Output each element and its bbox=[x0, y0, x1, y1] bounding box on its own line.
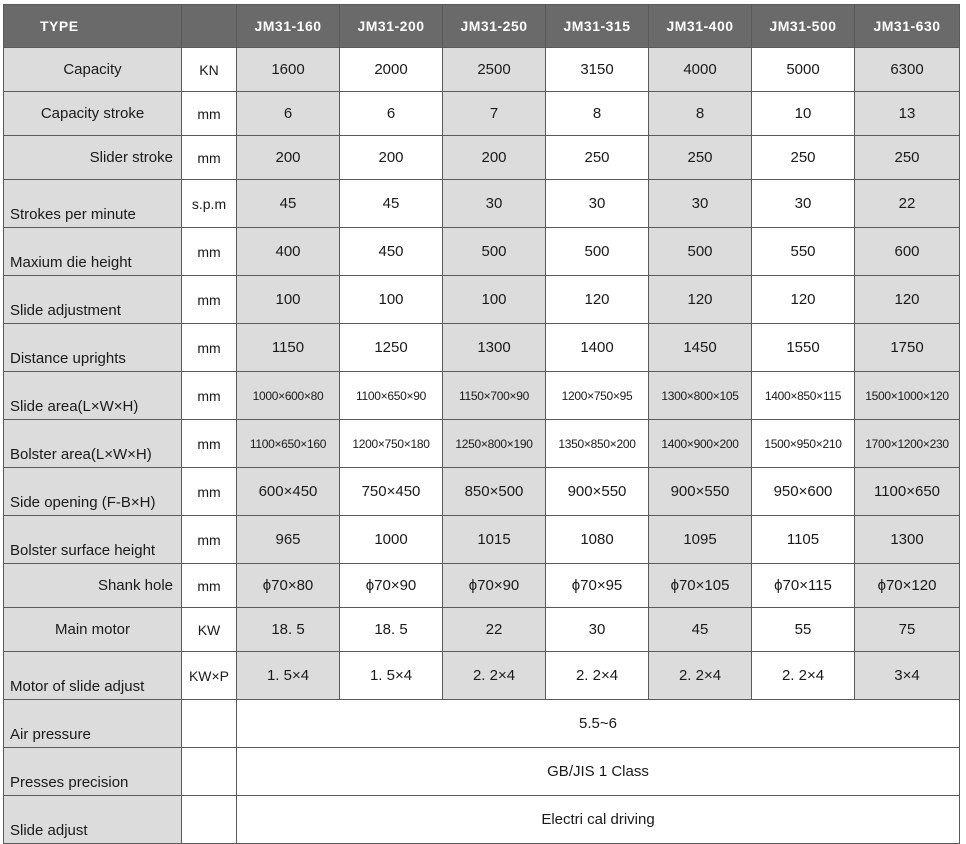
value-cell: 1100×650×160 bbox=[237, 420, 340, 468]
value-cell: 100 bbox=[237, 276, 340, 324]
row-unit: mm bbox=[182, 372, 237, 420]
value-cell: 4000 bbox=[649, 48, 752, 92]
value-cell: 600 bbox=[855, 228, 960, 276]
value-cell: 13 bbox=[855, 92, 960, 136]
row-unit: KW bbox=[182, 608, 237, 652]
row-label: Shank hole bbox=[4, 564, 182, 608]
value-cell: 120 bbox=[649, 276, 752, 324]
value-cell: 965 bbox=[237, 516, 340, 564]
span-value-cell: Electri cal driving bbox=[237, 796, 960, 844]
value-cell: 1600 bbox=[237, 48, 340, 92]
table-row bbox=[4, 48, 960, 92]
value-cell: ϕ70×90 bbox=[443, 564, 546, 608]
model-header: JM31-630 bbox=[855, 5, 960, 48]
row-label: Air pressure bbox=[4, 700, 182, 748]
value-cell: 1500×950×210 bbox=[752, 420, 855, 468]
value-cell: 6300 bbox=[855, 48, 960, 92]
value-cell: 500 bbox=[443, 228, 546, 276]
value-cell: 18. 5 bbox=[237, 608, 340, 652]
value-cell: 1400×900×200 bbox=[649, 420, 752, 468]
table-row bbox=[4, 608, 960, 652]
value-cell: 30 bbox=[443, 180, 546, 228]
value-cell: 1250×800×190 bbox=[443, 420, 546, 468]
row-unit: mm bbox=[182, 564, 237, 608]
value-cell: 55 bbox=[752, 608, 855, 652]
value-cell: 100 bbox=[443, 276, 546, 324]
row-label: Motor of slide adjust bbox=[4, 652, 182, 700]
value-cell: 1100×650×90 bbox=[340, 372, 443, 420]
table-row bbox=[4, 516, 960, 564]
table-row bbox=[4, 420, 960, 468]
row-unit: s.p.m bbox=[182, 180, 237, 228]
row-label: Slide area(L×W×H) bbox=[4, 372, 182, 420]
value-cell: 900×550 bbox=[649, 468, 752, 516]
row-label: Distance uprights bbox=[4, 324, 182, 372]
value-cell: 5000 bbox=[752, 48, 855, 92]
value-cell: 2. 2×4 bbox=[752, 652, 855, 700]
value-cell: 2. 2×4 bbox=[649, 652, 752, 700]
value-cell: 600×450 bbox=[237, 468, 340, 516]
row-unit: mm bbox=[182, 324, 237, 372]
row-label: Strokes per minute bbox=[4, 180, 182, 228]
row-unit bbox=[182, 700, 237, 748]
row-label: Maxium die height bbox=[4, 228, 182, 276]
value-cell: 1300 bbox=[443, 324, 546, 372]
row-unit: mm bbox=[182, 136, 237, 180]
model-header: JM31-160 bbox=[237, 5, 340, 48]
value-cell: 1200×750×180 bbox=[340, 420, 443, 468]
row-unit: mm bbox=[182, 420, 237, 468]
span-value-cell: 5.5~6 bbox=[237, 700, 960, 748]
value-cell: 1250 bbox=[340, 324, 443, 372]
spec-table bbox=[3, 4, 960, 844]
value-cell: 500 bbox=[649, 228, 752, 276]
value-cell: 18. 5 bbox=[340, 608, 443, 652]
row-label: Bolster surface height bbox=[4, 516, 182, 564]
value-cell: 2. 2×4 bbox=[546, 652, 649, 700]
row-label: Presses precision bbox=[4, 748, 182, 796]
type-header: TYPE bbox=[4, 5, 182, 48]
row-unit: mm bbox=[182, 468, 237, 516]
value-cell: 1350×850×200 bbox=[546, 420, 649, 468]
value-cell: 1500×1000×120 bbox=[855, 372, 960, 420]
value-cell: 1080 bbox=[546, 516, 649, 564]
row-label: Bolster area(L×W×H) bbox=[4, 420, 182, 468]
value-cell: 250 bbox=[855, 136, 960, 180]
table-row bbox=[4, 796, 960, 844]
value-cell: 6 bbox=[237, 92, 340, 136]
value-cell: ϕ70×105 bbox=[649, 564, 752, 608]
table-row bbox=[4, 564, 960, 608]
value-cell: 1105 bbox=[752, 516, 855, 564]
row-unit bbox=[182, 748, 237, 796]
value-cell: 900×550 bbox=[546, 468, 649, 516]
value-cell: 75 bbox=[855, 608, 960, 652]
value-cell: 1015 bbox=[443, 516, 546, 564]
row-unit: mm bbox=[182, 92, 237, 136]
model-header: JM31-315 bbox=[546, 5, 649, 48]
value-cell: 45 bbox=[237, 180, 340, 228]
unit-header bbox=[182, 5, 237, 48]
value-cell: 550 bbox=[752, 228, 855, 276]
model-header: JM31-250 bbox=[443, 5, 546, 48]
row-label: Capacity bbox=[4, 48, 182, 92]
value-cell: 950×600 bbox=[752, 468, 855, 516]
value-cell: 22 bbox=[855, 180, 960, 228]
row-unit: mm bbox=[182, 276, 237, 324]
header-row bbox=[4, 5, 960, 48]
table-row bbox=[4, 652, 960, 700]
row-label: Capacity stroke bbox=[4, 92, 182, 136]
value-cell: ϕ70×120 bbox=[855, 564, 960, 608]
value-cell: 1750 bbox=[855, 324, 960, 372]
value-cell: 200 bbox=[340, 136, 443, 180]
value-cell: 2000 bbox=[340, 48, 443, 92]
value-cell: 1100×650 bbox=[855, 468, 960, 516]
value-cell: 1700×1200×230 bbox=[855, 420, 960, 468]
table-row bbox=[4, 372, 960, 420]
value-cell: 45 bbox=[649, 608, 752, 652]
span-value-cell: GB/JIS 1 Class bbox=[237, 748, 960, 796]
row-unit: mm bbox=[182, 228, 237, 276]
value-cell: 30 bbox=[752, 180, 855, 228]
value-cell: 250 bbox=[546, 136, 649, 180]
value-cell: 450 bbox=[340, 228, 443, 276]
value-cell: 100 bbox=[340, 276, 443, 324]
table-row bbox=[4, 276, 960, 324]
value-cell: 200 bbox=[237, 136, 340, 180]
value-cell: 2500 bbox=[443, 48, 546, 92]
value-cell: 850×500 bbox=[443, 468, 546, 516]
value-cell: 3150 bbox=[546, 48, 649, 92]
row-label: Side opening (F-B×H) bbox=[4, 468, 182, 516]
table-row bbox=[4, 468, 960, 516]
value-cell: 30 bbox=[649, 180, 752, 228]
table-row bbox=[4, 180, 960, 228]
value-cell: 1150 bbox=[237, 324, 340, 372]
table-row bbox=[4, 748, 960, 796]
value-cell: 1550 bbox=[752, 324, 855, 372]
value-cell: 1150×700×90 bbox=[443, 372, 546, 420]
value-cell: 1400×850×115 bbox=[752, 372, 855, 420]
row-unit: KN bbox=[182, 48, 237, 92]
row-label: Slide adjust bbox=[4, 796, 182, 844]
value-cell: 500 bbox=[546, 228, 649, 276]
value-cell: 1000×600×80 bbox=[237, 372, 340, 420]
row-label: Slider stroke bbox=[4, 136, 182, 180]
value-cell: 1095 bbox=[649, 516, 752, 564]
value-cell: ϕ70×95 bbox=[546, 564, 649, 608]
value-cell: 250 bbox=[649, 136, 752, 180]
value-cell: ϕ70×80 bbox=[237, 564, 340, 608]
table-row bbox=[4, 324, 960, 372]
value-cell: 10 bbox=[752, 92, 855, 136]
table-row bbox=[4, 700, 960, 748]
value-cell: 750×450 bbox=[340, 468, 443, 516]
value-cell: 3×4 bbox=[855, 652, 960, 700]
value-cell: 8 bbox=[649, 92, 752, 136]
value-cell: 1. 5×4 bbox=[237, 652, 340, 700]
row-label: Main motor bbox=[4, 608, 182, 652]
value-cell: 2. 2×4 bbox=[443, 652, 546, 700]
value-cell: 45 bbox=[340, 180, 443, 228]
value-cell: 22 bbox=[443, 608, 546, 652]
row-label: Slide adjustment bbox=[4, 276, 182, 324]
table-row bbox=[4, 92, 960, 136]
row-unit bbox=[182, 796, 237, 844]
model-header: JM31-500 bbox=[752, 5, 855, 48]
value-cell: 1400 bbox=[546, 324, 649, 372]
value-cell: 30 bbox=[546, 180, 649, 228]
value-cell: 1300 bbox=[855, 516, 960, 564]
value-cell: 120 bbox=[546, 276, 649, 324]
model-header: JM31-400 bbox=[649, 5, 752, 48]
table-row bbox=[4, 136, 960, 180]
value-cell: 200 bbox=[443, 136, 546, 180]
value-cell: ϕ70×90 bbox=[340, 564, 443, 608]
value-cell: 30 bbox=[546, 608, 649, 652]
value-cell: 1. 5×4 bbox=[340, 652, 443, 700]
value-cell: 8 bbox=[546, 92, 649, 136]
row-unit: mm bbox=[182, 516, 237, 564]
value-cell: 1000 bbox=[340, 516, 443, 564]
model-header: JM31-200 bbox=[340, 5, 443, 48]
value-cell: 120 bbox=[752, 276, 855, 324]
value-cell: ϕ70×115 bbox=[752, 564, 855, 608]
value-cell: 7 bbox=[443, 92, 546, 136]
value-cell: 6 bbox=[340, 92, 443, 136]
value-cell: 1200×750×95 bbox=[546, 372, 649, 420]
value-cell: 400 bbox=[237, 228, 340, 276]
value-cell: 1300×800×105 bbox=[649, 372, 752, 420]
value-cell: 250 bbox=[752, 136, 855, 180]
value-cell: 1450 bbox=[649, 324, 752, 372]
table-row bbox=[4, 228, 960, 276]
row-unit: KW×P bbox=[182, 652, 237, 700]
value-cell: 120 bbox=[855, 276, 960, 324]
